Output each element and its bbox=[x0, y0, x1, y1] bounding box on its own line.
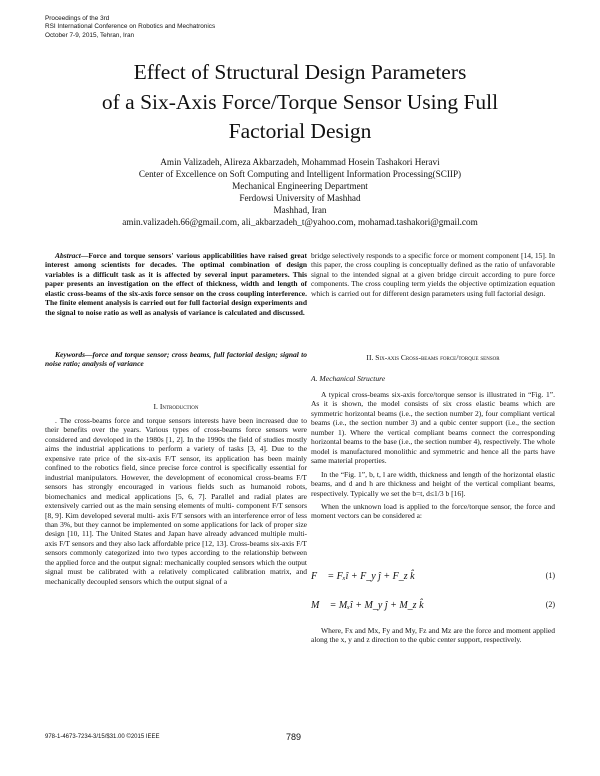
equation-2-expression: M⃗ = Mₓî + M_y ĵ + M_z k̂ bbox=[311, 600, 424, 611]
author-block bbox=[30, 157, 570, 228]
keywords-text: —force and torque sensor; cross beams, full factorial design; signal to noise ratio; analysis of variance bbox=[45, 350, 307, 369]
affiliation-1: Center of Excellence on Soft Computing and Intelligent Information Processing(SCIIP) bbox=[138, 168, 462, 179]
section2-para3: When the unknown load is applied to the force/torque sensor, the force and moment vectors can be considered a: bbox=[311, 501, 555, 521]
conference-info bbox=[45, 15, 215, 40]
affiliation-2: Mechanical Engineering Department bbox=[232, 180, 368, 191]
abstract-text: —Force and torque sensors' various applicabilities have raised great interest among scientists for decades. The optimal combination of design variables is a difficult task as it is affected by several input parameters. This paper presents an investigation on the effect of thickness, width and length of elastic cross-beams of the six-axis force sensor on the cross coupling interference. The finite element analysis is carried out for full factorial design experiments and the signal to noise ratio as well as analysis of variance is calculated and discussed. bbox=[45, 251, 307, 317]
equation-1 bbox=[311, 571, 555, 582]
intro-heading: I. Introduction bbox=[153, 402, 199, 411]
author-names: Amin Valizadeh, Alireza Akbarzadeh, Mohammad Hosein Tashakori Heravi bbox=[160, 157, 440, 167]
paper-title bbox=[20, 58, 580, 147]
conference-line-3: October 7-9, 2015, Tehran, Iran bbox=[45, 31, 135, 39]
conference-line-2: RSI International Conference on Robotics and Mechatronics bbox=[45, 23, 216, 31]
right-top-text: bridge selectively responds to a specific force or moment component [14, 15]. In this paper, the cross coupling is conceptually defined as the ratio of unfavorable signal to the intended signal at a given bridge circuit according to pure force components. The cross coupling term yields the objective optimization equation which is carried out for different design parameters using full factorial design. bbox=[311, 251, 555, 298]
keywords-label: Keywords bbox=[55, 350, 85, 359]
equation-2 bbox=[311, 600, 555, 611]
title-line-1: Effect of Structural Design Parameters bbox=[133, 60, 467, 84]
intro-body bbox=[45, 416, 307, 586]
intro-paragraph: . The cross-beams force and torque sensors interests have been increased due to their benefits over the years. Various types of cross-beams force sensors were considered and developed in the 1980s [1, 2]. In the 1990s the field of studies mostly aims the industrial applications to perform a variety of tasks [3, 4]. Due to the expensive rate price of the six-axis F/T sensor, its application has been mainly confined to the robotics field, since precise force control is specifically essential for industrial manipulators. However, the development of economical cross-beams F/T sensors has strongly encouraged in various fields such as humanoid robots, biomechanics and medical applications [5, 6, 7]. Parallel and radial plates are extensively carried out as the main sensing elements of multi- component F/T sensors [8, 9]. Kim developed several multi- axis F/T sensors with an interference error of less than 3%, but they cannot be implemented on some applications for lack of proper size design [10, 11]. The United States and Japan have already advanced multiple multi-axis F/T sensors and they also lack affordable price [12, 13]. Cross-beams six-axis F/T sensors commonly categorized into two types according to the relationship between the applied force and the output signal: mechanically coupled sensors which the output signal must be calibrated with a relatively complicated calibration matrix, and mechanically decoupled sensors which the output signal of a bbox=[45, 416, 307, 586]
author-emails: amin.valizadeh.66@gmail.com, ali_akbarzadeh_t@yahoo.com, mohamad.tashakori@gmail.com bbox=[122, 216, 478, 227]
section2-heading: II. Six-axis Cross-beams force/torque sensor bbox=[366, 353, 500, 362]
section2-para4-block bbox=[311, 626, 555, 645]
equation-1-number: (1) bbox=[545, 571, 555, 580]
equation-2-number: (2) bbox=[545, 600, 555, 609]
footer-isbn: 978-1-4673-7234-3/15/$31.00 ©2015 IEEE bbox=[45, 734, 160, 740]
affiliation-3: Ferdowsi University of Mashhad bbox=[239, 192, 361, 203]
right-top-paragraph bbox=[311, 251, 555, 298]
section2-subheading: A. Mechanical Structure bbox=[311, 374, 386, 383]
page-number: 789 bbox=[286, 732, 302, 742]
section2-para4: Where, Fx and Mx, Fy and My, Fz and Mz are the force and moment applied along the x, y and z direction to the qubic center support, respectively. bbox=[311, 626, 555, 645]
conference-line-1: Proceedings of the 3rd bbox=[45, 15, 110, 22]
title-line-3: Factorial Design bbox=[228, 119, 372, 143]
abstract-label: Abstract bbox=[55, 251, 81, 260]
title-line-2: of a Six-Axis Force/Torque Sensor Using Full bbox=[101, 89, 499, 114]
affiliation-4: Mashhad, Iran bbox=[273, 204, 327, 215]
keywords bbox=[45, 350, 307, 369]
abstract bbox=[45, 251, 307, 317]
section2-para2: In the “Fig. 1”, b, t, l are width, thickness and length of the horizontal elastic beams, and d and h are thickness and height of the vertical compliant beams, respectively. Typically we set the b=t, d≤1/3 b [16]. bbox=[311, 469, 555, 498]
section2-body bbox=[311, 390, 555, 521]
equation-1-expression: F⃗ = Fₓî + F_y ĵ + F_z k̂ bbox=[311, 571, 415, 582]
section2-para1: A typical cross-beams six-axis force/torque sensor is illustrated in “Fig. 1”. As it is shown, the model consists of six cross elastic beams which are symmetric horizontal beams (i.e., the section number 2), four compliant vertical beams (i.e., the section number 3) and a qubic center support (i.e., the section number 1). Where the vertical compliant beams connect the corresponding horizontal beams to the base (i.e., the section number 4), respectively. The whole model is manufactured monolithic and symmetric and hence all the parts have same material properties. bbox=[311, 390, 555, 466]
